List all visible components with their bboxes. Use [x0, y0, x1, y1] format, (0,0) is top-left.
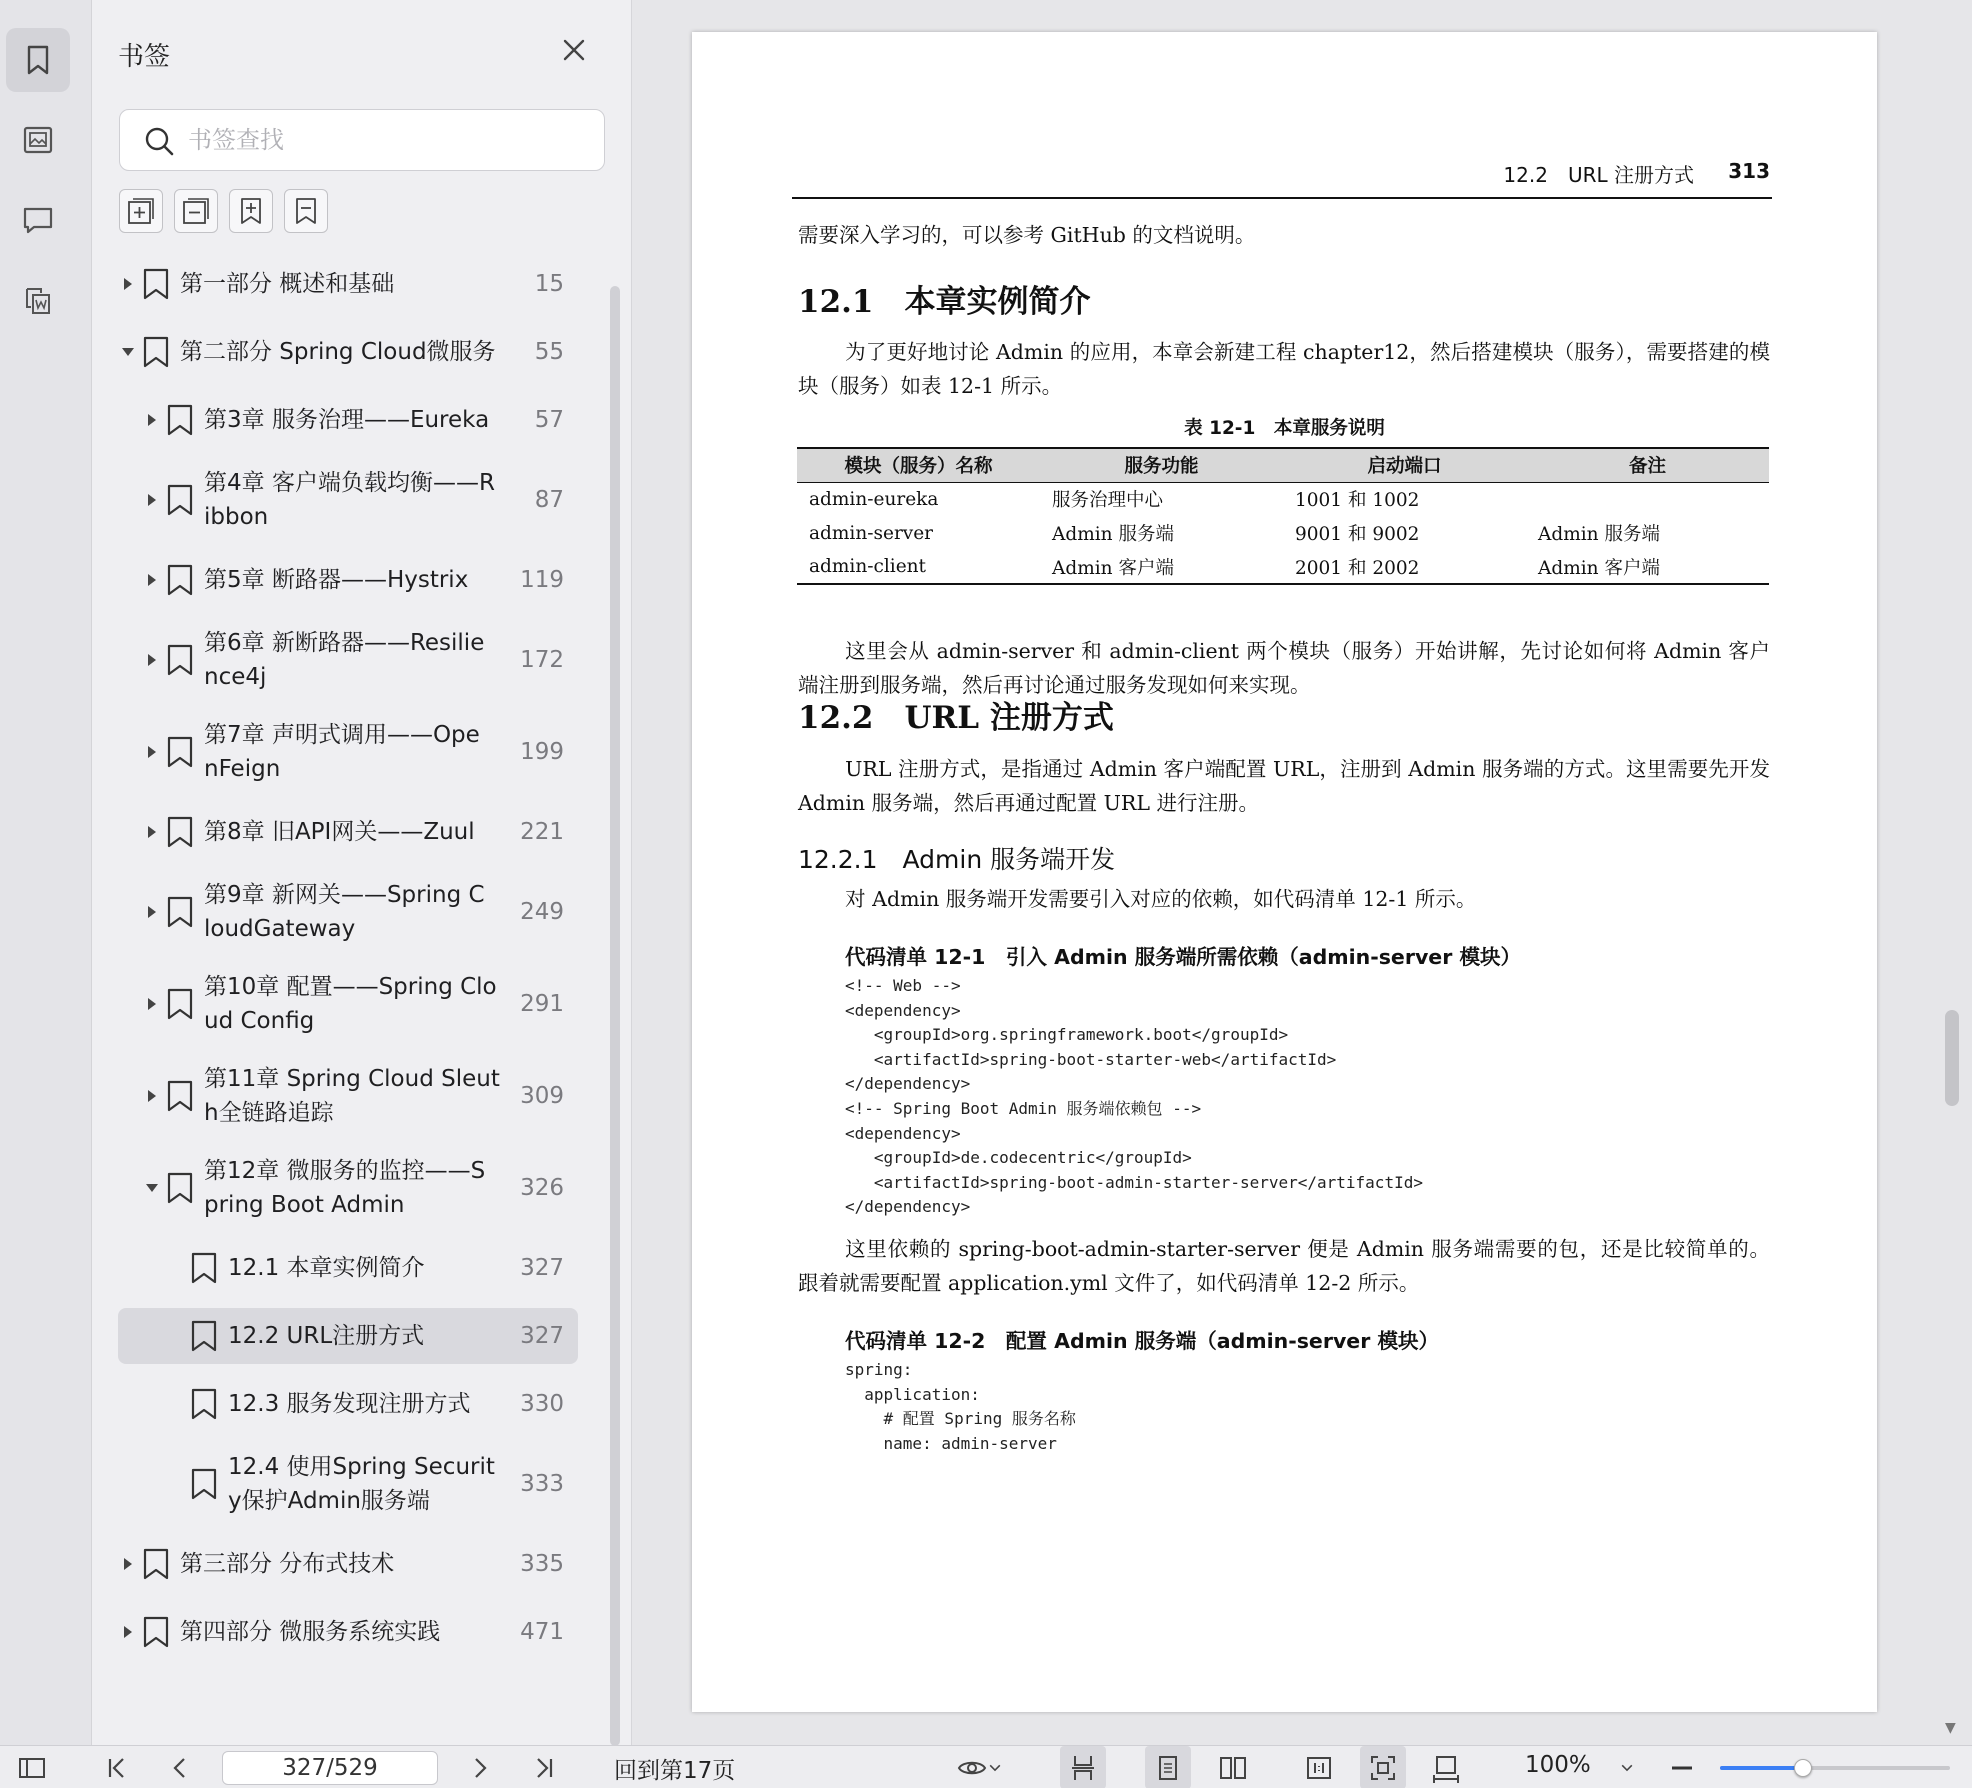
continuous-scroll-icon	[1068, 1753, 1098, 1783]
sidebar-toggle-icon	[17, 1753, 47, 1783]
single-page-button[interactable]	[1145, 1746, 1191, 1788]
document-page	[692, 32, 1877, 1712]
code-listing-1: <!-- Web --> <dependency> <groupId>org.springframework.boot</groupId> <artifactId>spring-boot-starter-web</artifactId> </dependency> <!-- Spring Boot Admin 服务端依赖包 --> <dependency> <groupId>de.codecentric</groupId> <artifactId>spring-boot-admin-starter-server</artifactId> </dependency>	[845, 976, 1423, 1217]
heading-12-2: 12.2 URL 注册方式	[798, 700, 1114, 736]
bookmark-search-box[interactable]	[119, 109, 605, 171]
bookmark-search-input[interactable]	[188, 120, 588, 160]
bookmark-page-number: 57	[534, 407, 564, 433]
fit-page-button[interactable]	[1360, 1746, 1406, 1788]
bookmark-label: 12.4 使用Spring Securit y保护Admin服务端	[228, 1454, 495, 1514]
bookmark-icon	[142, 1547, 170, 1581]
table-cell: Admin 客户端	[1040, 550, 1283, 584]
table-cell: Admin 服务端	[1538, 524, 1660, 545]
bookmark-item[interactable]	[118, 460, 578, 540]
heading-12-2-1: 12.2.1 Admin 服务端开发	[798, 845, 1116, 874]
bookmark-page-number: 55	[534, 339, 564, 365]
page-number-input[interactable]: 327/529	[222, 1751, 438, 1785]
bookmark-icon	[166, 735, 194, 769]
bookmark-item[interactable]	[118, 1604, 578, 1660]
caret-right-icon[interactable]	[144, 996, 160, 1012]
expand-all-button[interactable]	[119, 189, 163, 233]
bookmark-label: 第10章 配置——Spring Clo ud Config	[204, 974, 497, 1034]
heading-12-1: 12.1 本章实例简介	[798, 284, 1091, 320]
bookmark-icon	[166, 483, 194, 517]
paragraph-12-2: URL 注册方式，是指通过 Admin 客户端配置 URL，注册到 Admin 服务端的方式。这里需要先开发 Admin 服务端，然后再通过配置 URL 进行注册。	[798, 757, 1770, 815]
panel-title: 书签	[118, 42, 171, 72]
bookmark-label: 12.3 服务发现注册方式	[228, 1391, 471, 1417]
actual-size-icon	[1304, 1753, 1334, 1783]
table-header-cell: 启动端口	[1283, 448, 1526, 482]
bookmark-icon	[166, 1079, 194, 1113]
bookmark-label: 第8章 旧API网关——Zuul	[204, 819, 475, 845]
bookmark-panel-button[interactable]	[6, 28, 70, 92]
table-cell: Admin 客户端	[1526, 550, 1769, 584]
caret-down-icon[interactable]	[120, 344, 136, 360]
remove-bookmark-button[interactable]	[284, 189, 328, 233]
bookmark-page-number: 327	[520, 1255, 564, 1281]
table-row	[797, 482, 1769, 516]
bookmark-label: 第11章 Spring Cloud Sleut h全链路追踪	[204, 1066, 500, 1126]
bookmark-label: 12.1 本章实例简介	[228, 1255, 425, 1281]
bookmark-page-number: 335	[520, 1551, 564, 1577]
bookmark-page-number: 333	[520, 1471, 564, 1497]
bookmark-icon	[190, 1319, 218, 1353]
table-header-row	[797, 448, 1769, 482]
bookmark-label: 第二部分 Spring Cloud微服务	[180, 339, 496, 365]
fit-width-icon	[1431, 1753, 1461, 1783]
paragraph-after-code1: 这里依赖的 spring-boot-admin-starter-server 便是 Admin 服务端需要的包，还是比较简单的。跟着就需要配置 application.yml 文件了，如代码清单 12-2 所示。	[798, 1237, 1770, 1295]
toggle-sidebar-button[interactable]	[12, 1746, 52, 1788]
caret-right-icon[interactable]	[120, 1556, 136, 1572]
bookmark-label: 第6章 新断路器——Resilie nce4j	[204, 630, 485, 690]
caret-right-icon[interactable]	[144, 492, 160, 508]
table-cell: admin-client	[797, 550, 1040, 584]
document-attachment-icon	[21, 283, 55, 317]
left-tool-rail	[0, 0, 92, 1745]
caret-right-icon[interactable]	[144, 744, 160, 760]
bookmark-page-number: 87	[534, 487, 564, 513]
chevron-left-icon	[165, 1753, 195, 1783]
bookmark-icon	[166, 815, 194, 849]
bookmark-item[interactable]	[118, 1240, 578, 1296]
bookmark-label: 第一部分 概述和基础	[180, 271, 395, 297]
bookmark-item[interactable]	[118, 964, 578, 1044]
header-page-number: 313	[1728, 159, 1770, 183]
zoom-slider[interactable]	[1720, 1766, 1950, 1770]
code-listing-1-title: 代码清单 12-1 引入 Admin 服务端所需依赖（admin-server 模块）	[845, 945, 1521, 969]
header-section-title: 12.2 URL 注册方式	[1503, 163, 1694, 187]
actual-size-button[interactable]	[1296, 1746, 1342, 1788]
bookmark-page-number: 326	[520, 1175, 564, 1201]
caret-down-icon[interactable]	[144, 1180, 160, 1196]
bookmark-label: 第4章 客户端负载均衡——R ibbon	[204, 470, 495, 530]
bookmark-icon	[142, 335, 170, 369]
bookmark-item[interactable]	[118, 1308, 578, 1364]
comment-icon	[21, 203, 55, 237]
bookmark-item[interactable]	[118, 392, 578, 448]
zoom-slider-handle[interactable]	[1794, 1759, 1812, 1777]
close-icon[interactable]	[558, 34, 590, 66]
bookmark-page-number: 221	[520, 819, 564, 845]
two-page-button[interactable]	[1210, 1746, 1256, 1788]
table-cell: admin-server	[809, 522, 934, 544]
bookmark-icon	[190, 1467, 218, 1501]
collapse-all-icon	[180, 195, 212, 227]
add-bookmark-icon	[235, 195, 267, 227]
bookmark-icon	[142, 1615, 170, 1649]
bookmark-item[interactable]	[118, 620, 578, 700]
bookmark-label: 第四部分 微服务系统实践	[180, 1619, 441, 1645]
bookmark-panel	[92, 0, 632, 1745]
bookmark-page-number: 291	[520, 991, 564, 1017]
bookmark-label: 第5章 断路器——Hystrix	[204, 567, 469, 593]
chevron-down-icon	[1619, 1760, 1635, 1776]
caret-right-icon[interactable]	[144, 824, 160, 840]
panel-scrollbar[interactable]	[610, 286, 620, 1746]
bookmark-page-number: 15	[534, 271, 564, 297]
bookmark-icon	[166, 895, 194, 929]
bookmark-page-number: 249	[520, 899, 564, 925]
last-page-icon	[529, 1753, 559, 1783]
table-cell: 1001 和 1002	[1295, 490, 1420, 512]
bookmark-label: 12.2 URL注册方式	[228, 1323, 425, 1349]
bookmark-icon	[166, 987, 194, 1021]
bookmark-label: 第三部分 分布式技术	[180, 1551, 395, 1577]
bookmark-icon	[190, 1387, 218, 1421]
table-caption: 表 12-1 本章服务说明	[1184, 418, 1385, 439]
bottom-toolbar	[0, 1745, 1972, 1788]
service-table	[797, 447, 1769, 585]
thumbnail-panel-button[interactable]	[6, 108, 70, 172]
attachment-panel-button[interactable]	[6, 268, 70, 332]
table-cell: 9001 和 9002	[1295, 524, 1420, 545]
table-cell: 2001 和 2002	[1283, 550, 1526, 584]
caret-right-icon[interactable]	[144, 904, 160, 920]
bookmark-page-number: 327	[520, 1323, 564, 1349]
bookmark-icon	[166, 643, 194, 677]
previous-page-button[interactable]	[160, 1746, 200, 1788]
caret-right-icon[interactable]	[144, 412, 160, 428]
remove-bookmark-icon	[290, 195, 322, 227]
table-cell: Admin 服务端	[1052, 524, 1174, 545]
bookmark-label: 第12章 微服务的监控——S pring Boot Admin	[204, 1158, 486, 1218]
bookmark-item[interactable]	[118, 1056, 578, 1136]
last-page-button[interactable]	[524, 1746, 564, 1788]
add-bookmark-button[interactable]	[229, 189, 273, 233]
chevron-down-icon	[987, 1760, 1003, 1776]
expand-all-icon	[125, 195, 157, 227]
bookmark-label: 第7章 声明式调用——Ope nFeign	[204, 722, 480, 782]
fit-width-button[interactable]	[1423, 1746, 1469, 1788]
eye-icon	[957, 1753, 987, 1783]
bookmark-tree	[92, 256, 612, 1736]
go-back-to-page-link[interactable]: 回到第17页	[614, 1758, 736, 1784]
table-cell: 服务治理中心	[1052, 490, 1164, 512]
caret-right-icon[interactable]	[120, 1624, 136, 1640]
bookmark-item[interactable]	[118, 1444, 578, 1524]
caret-right-icon[interactable]	[144, 652, 160, 668]
zoom-dropdown[interactable]: 100%	[1525, 1752, 1591, 1778]
bookmark-page-number: 119	[520, 567, 564, 593]
first-page-button[interactable]	[97, 1746, 137, 1788]
document-scrollbar[interactable]	[1945, 1010, 1959, 1106]
bookmark-item[interactable]	[118, 324, 578, 380]
bookmark-label: 第9章 新网关——Spring C loudGateway	[204, 882, 485, 942]
page-header	[792, 157, 1772, 199]
comment-panel-button[interactable]	[6, 188, 70, 252]
single-page-icon	[1153, 1753, 1183, 1783]
table-row	[797, 516, 1769, 550]
code-listing-2: spring: application: # 配置 Spring 服务名称 name: admin-server	[845, 1360, 1076, 1453]
bookmark-item[interactable]	[118, 552, 578, 608]
minus-icon	[1667, 1753, 1697, 1783]
bookmark-icon	[166, 563, 194, 597]
bookmark-item[interactable]	[118, 712, 578, 792]
bookmark-label: 第3章 服务治理——Eureka	[204, 407, 490, 433]
chevron-right-icon	[465, 1753, 495, 1783]
caret-right-icon[interactable]	[144, 1088, 160, 1104]
paragraph-12-1: 为了更好地讨论 Admin 的应用，本章会新建工程 chapter12，然后搭建模块（服务），需要搭建的模块（服务）如表 12-1 所示。	[798, 340, 1770, 398]
caret-right-icon[interactable]	[144, 572, 160, 588]
zoom-slider-fill	[1720, 1766, 1803, 1770]
fit-page-icon	[1368, 1753, 1398, 1783]
bookmark-page-number: 471	[520, 1619, 564, 1645]
collapse-all-button[interactable]	[174, 189, 218, 233]
bookmark-item[interactable]	[118, 1148, 578, 1228]
two-page-icon	[1218, 1753, 1248, 1783]
code-listing-2-title: 代码清单 12-2 配置 Admin 服务端（admin-server 模块）	[845, 1329, 1439, 1353]
bookmark-item[interactable]	[118, 872, 578, 952]
bookmark-icon	[142, 267, 170, 301]
image-thumbnail-icon	[21, 123, 55, 157]
next-page-button[interactable]	[460, 1746, 500, 1788]
view-mode-dropdown[interactable]	[950, 1746, 1010, 1788]
bookmark-icon	[190, 1251, 218, 1285]
bookmark-icon	[166, 403, 194, 437]
document-viewport	[632, 0, 1972, 1745]
bookmark-toolbar	[119, 189, 328, 233]
search-icon	[142, 124, 176, 158]
table-cell	[1526, 482, 1769, 516]
table-header-cell: 备注	[1526, 448, 1769, 482]
table-header-cell: 服务功能	[1040, 448, 1283, 482]
zoom-out-button[interactable]	[1662, 1746, 1702, 1788]
caret-right-icon[interactable]	[120, 276, 136, 292]
intro-paragraph: 需要深入学习的，可以参考 GitHub 的文档说明。	[798, 223, 1256, 247]
bookmark-item[interactable]	[118, 804, 578, 860]
continuous-scroll-button[interactable]	[1060, 1746, 1106, 1788]
table-row	[797, 550, 1769, 584]
table-cell: admin-eureka	[809, 488, 939, 510]
bookmark-page-number: 199	[520, 739, 564, 765]
bookmark-icon	[166, 1171, 194, 1205]
zoom-dropdown-arrow[interactable]	[1612, 1746, 1642, 1788]
table-header-cell: 模块（服务）名称	[797, 448, 1040, 482]
paragraph-after-table: 这里会从 admin-server 和 admin-client 两个模块（服务）开始讲解，先讨论如何将 Admin 客户端注册到服务端，然后再讨论通过服务发现如何来实现。	[798, 639, 1770, 697]
bookmark-page-number: 172	[520, 647, 564, 673]
bookmark-page-number: 330	[520, 1391, 564, 1417]
first-page-icon	[102, 1753, 132, 1783]
bookmark-item[interactable]	[118, 1536, 578, 1592]
scroll-down-arrow-icon[interactable]: ▼	[1945, 1720, 1956, 1736]
bookmark-item[interactable]	[118, 1376, 578, 1432]
bookmark-item[interactable]	[118, 256, 578, 312]
bookmark-page-number: 309	[520, 1083, 564, 1109]
paragraph-12-2-1: 对 Admin 服务端开发需要引入对应的依赖，如代码清单 12-1 所示。	[845, 887, 1477, 911]
bookmark-icon	[21, 43, 55, 77]
